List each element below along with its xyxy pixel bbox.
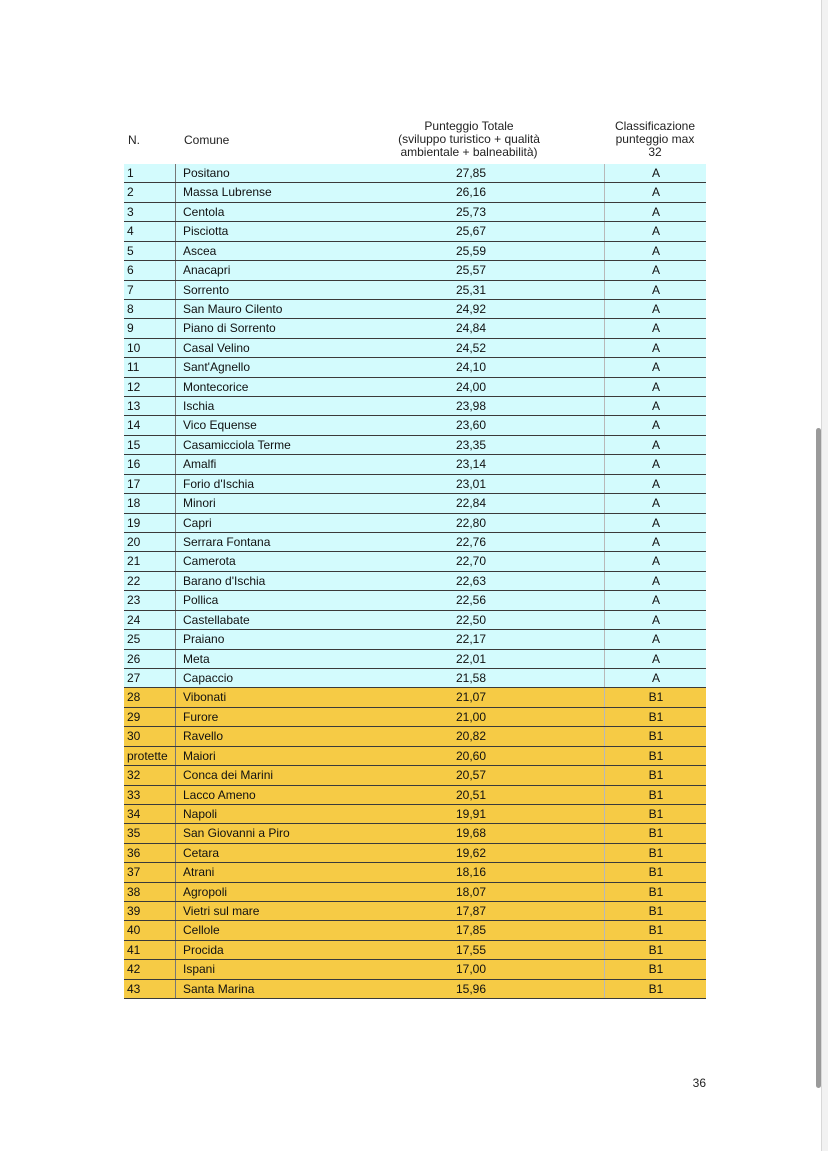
row-comune: Centola [183, 204, 225, 219]
row-classificazione: A [604, 397, 707, 415]
row-punteggio: 21,00 [455, 709, 487, 724]
header-classificazione-line2: punteggio max [615, 132, 695, 146]
table-row [124, 960, 706, 979]
scrollbar-thumb[interactable] [816, 428, 821, 1088]
table-row [124, 572, 706, 591]
row-number: 15 [124, 436, 176, 454]
row-classificazione: A [604, 164, 707, 182]
table-row [124, 378, 706, 397]
table-row [124, 455, 706, 474]
row-comune: Massa Lubrense [183, 185, 272, 200]
row-punteggio: 26,16 [455, 185, 487, 200]
row-punteggio: 24,00 [455, 379, 487, 394]
row-comune: San Giovanni a Piro [183, 826, 290, 841]
table-row [124, 261, 706, 280]
row-punteggio: 24,10 [455, 360, 487, 375]
row-punteggio: 23,98 [455, 399, 487, 414]
row-comune: Ascea [183, 243, 217, 258]
row-punteggio: 17,87 [455, 904, 487, 919]
row-number: 41 [124, 941, 176, 959]
row-punteggio: 17,85 [455, 923, 487, 938]
row-number: 24 [124, 611, 176, 629]
table-row [124, 183, 706, 202]
table-row [124, 281, 706, 300]
row-punteggio: 25,31 [455, 282, 487, 297]
row-classificazione: A [604, 611, 707, 629]
row-comune: Montecorice [183, 379, 249, 394]
row-classificazione: A [604, 475, 707, 493]
row-comune: Barano d'Ischia [183, 573, 266, 588]
row-punteggio: 17,00 [455, 962, 487, 977]
row-number: 3 [124, 203, 176, 221]
row-number: 42 [124, 960, 176, 978]
row-number: 34 [124, 805, 176, 823]
row-punteggio: 19,91 [455, 806, 487, 821]
header-punteggio-line3: ambientale + balneabilità) [400, 145, 538, 159]
row-punteggio: 24,84 [455, 321, 487, 336]
table-row [124, 203, 706, 222]
table-row [124, 786, 706, 805]
row-punteggio: 22,56 [455, 593, 487, 608]
table-row [124, 242, 706, 261]
row-number: 43 [124, 980, 176, 998]
table-row [124, 319, 706, 338]
row-number: 23 [124, 591, 176, 609]
row-classificazione: B1 [604, 941, 707, 959]
row-number: 19 [124, 514, 176, 532]
row-number: 37 [124, 863, 176, 881]
table-body [124, 164, 706, 999]
row-punteggio: 22,01 [455, 651, 487, 666]
row-punteggio: 24,52 [455, 340, 487, 355]
row-punteggio: 25,67 [455, 224, 487, 239]
row-comune: Castellabate [183, 612, 250, 627]
row-classificazione: B1 [604, 921, 707, 939]
row-punteggio: 20,51 [455, 787, 487, 802]
table-row [124, 611, 706, 630]
row-comune: Camerota [183, 554, 236, 569]
row-comune: Meta [183, 651, 210, 666]
row-punteggio: 19,62 [455, 845, 487, 860]
header-punteggio-line2: (sviluppo turistico + qualità [398, 132, 540, 146]
row-number: 14 [124, 416, 176, 434]
row-punteggio: 23,14 [455, 457, 487, 472]
row-classificazione: A [604, 494, 707, 512]
row-punteggio: 22,70 [455, 554, 487, 569]
row-comune: Lacco Ameno [183, 787, 256, 802]
row-comune: Casal Velino [183, 340, 250, 355]
page-number: 36 [692, 1076, 706, 1090]
row-classificazione: B1 [604, 863, 707, 881]
row-classificazione: A [604, 203, 707, 221]
table-header [124, 118, 706, 165]
row-number: 12 [124, 378, 176, 396]
row-comune: Pisciotta [183, 224, 229, 239]
row-comune: Ravello [183, 729, 224, 744]
row-punteggio: 22,76 [455, 535, 487, 550]
row-comune: Anacapri [183, 263, 231, 278]
row-classificazione: B1 [604, 902, 707, 920]
table-row [124, 475, 706, 494]
row-classificazione: A [604, 319, 707, 337]
row-classificazione: A [604, 339, 707, 357]
row-punteggio: 19,68 [455, 826, 487, 841]
row-number: 22 [124, 572, 176, 590]
row-classificazione: A [604, 572, 707, 590]
row-punteggio: 25,73 [455, 204, 487, 219]
row-number: 10 [124, 339, 176, 357]
table-row [124, 921, 706, 940]
header-comune: Comune [184, 133, 230, 147]
row-comune: Minori [183, 496, 216, 511]
row-comune: Cellole [183, 923, 220, 938]
table-row [124, 416, 706, 435]
row-comune: Piano di Sorrento [183, 321, 276, 336]
header-punteggio [374, 120, 564, 159]
row-punteggio: 17,55 [455, 942, 487, 957]
row-comune: Serrara Fontana [183, 535, 271, 550]
row-classificazione: B1 [604, 844, 707, 862]
row-number: 5 [124, 242, 176, 260]
row-punteggio: 27,85 [455, 166, 487, 180]
table-row [124, 514, 706, 533]
table-row [124, 494, 706, 513]
row-number: 8 [124, 300, 176, 318]
row-comune: Sant'Agnello [183, 360, 251, 375]
table-row [124, 805, 706, 824]
row-classificazione: B1 [604, 824, 707, 842]
row-classificazione: A [604, 436, 707, 454]
row-comune: Procida [183, 942, 224, 957]
table-row [124, 630, 706, 649]
table-row [124, 533, 706, 552]
row-number: 32 [124, 766, 176, 784]
row-classificazione: A [604, 183, 707, 201]
row-classificazione: B1 [604, 980, 707, 998]
table-row [124, 747, 706, 766]
table-row [124, 650, 706, 669]
row-comune: Amalfi [183, 457, 217, 472]
row-number: 4 [124, 222, 176, 240]
row-number: 16 [124, 455, 176, 473]
row-comune: Vietri sul mare [183, 904, 260, 919]
row-classificazione: B1 [604, 883, 707, 901]
row-classificazione: A [604, 591, 707, 609]
header-classificazione [604, 120, 706, 159]
row-number: 28 [124, 688, 176, 706]
row-comune: Sorrento [183, 282, 230, 297]
row-number: 35 [124, 824, 176, 842]
row-comune: Cetara [183, 845, 220, 860]
row-classificazione: B1 [604, 960, 707, 978]
table-row [124, 688, 706, 707]
row-comune: Vico Equense [183, 418, 257, 433]
row-classificazione: A [604, 378, 707, 396]
header-classificazione-line1: Classificazione [614, 119, 696, 133]
header-n: N. [128, 133, 140, 147]
row-punteggio: 23,35 [455, 437, 487, 452]
table-row [124, 591, 706, 610]
row-comune: Furore [183, 709, 219, 724]
row-classificazione: A [604, 630, 707, 648]
row-number: 6 [124, 261, 176, 279]
row-comune: Casamicciola Terme [183, 437, 291, 452]
row-number: 2 [124, 183, 176, 201]
row-comune: Pollica [183, 593, 219, 608]
row-classificazione: A [604, 514, 707, 532]
row-classificazione: A [604, 281, 707, 299]
row-comune: Agropoli [183, 884, 228, 899]
row-comune: Forio d'Ischia [183, 476, 254, 491]
row-punteggio: 22,80 [455, 515, 487, 530]
row-number: 33 [124, 786, 176, 804]
row-punteggio: 21,58 [455, 670, 487, 685]
row-classificazione: A [604, 358, 707, 376]
row-classificazione: A [604, 552, 707, 570]
row-comune: Ispani [183, 962, 216, 977]
row-punteggio: 22,50 [455, 612, 487, 627]
row-number: 17 [124, 475, 176, 493]
row-classificazione: B1 [604, 708, 707, 726]
row-number: 26 [124, 650, 176, 668]
table-row [124, 397, 706, 416]
row-punteggio: 20,60 [455, 748, 487, 763]
row-classificazione: B1 [604, 805, 707, 823]
row-classificazione: B1 [604, 786, 707, 804]
row-punteggio: 25,57 [455, 263, 487, 278]
row-punteggio: 22,63 [455, 573, 487, 588]
row-comune: Conca dei Marini [183, 768, 274, 783]
row-number: protette [124, 747, 176, 765]
header-classificazione-line3: 32 [648, 145, 662, 159]
row-comune: Capaccio [183, 670, 234, 685]
row-number: 20 [124, 533, 176, 551]
table-row [124, 552, 706, 571]
row-comune: San Mauro Cilento [183, 301, 283, 316]
table-row [124, 902, 706, 921]
row-classificazione: B1 [604, 747, 707, 765]
row-comune: Atrani [183, 865, 215, 880]
row-number: 29 [124, 708, 176, 726]
row-punteggio: 20,57 [455, 768, 487, 783]
row-classificazione: A [604, 261, 707, 279]
row-classificazione: A [604, 650, 707, 668]
row-classificazione: A [604, 455, 707, 473]
header-punteggio-line1: Punteggio Totale [424, 119, 514, 133]
table-row [124, 358, 706, 377]
row-number: 11 [124, 358, 176, 376]
row-comune: Maiori [183, 748, 216, 763]
row-classificazione: A [604, 533, 707, 551]
table-row [124, 883, 706, 902]
table-row [124, 980, 706, 999]
row-punteggio: 18,16 [455, 865, 487, 880]
row-comune: Capri [183, 515, 212, 530]
row-comune: Positano [183, 166, 230, 180]
row-classificazione: B1 [604, 766, 707, 784]
row-classificazione: A [604, 669, 707, 687]
row-number: 38 [124, 883, 176, 901]
row-classificazione: B1 [604, 688, 707, 706]
row-punteggio: 22,17 [455, 632, 487, 647]
row-number: 36 [124, 844, 176, 862]
row-number: 7 [124, 281, 176, 299]
row-comune: Vibonati [183, 690, 227, 705]
table-row [124, 164, 706, 183]
row-number: 1 [124, 164, 176, 182]
row-number: 9 [124, 319, 176, 337]
row-number: 40 [124, 921, 176, 939]
table-row [124, 941, 706, 960]
row-classificazione: A [604, 222, 707, 240]
row-classificazione: A [604, 300, 707, 318]
row-classificazione: A [604, 242, 707, 260]
row-comune: Ischia [183, 399, 215, 414]
row-number: 13 [124, 397, 176, 415]
row-number: 27 [124, 669, 176, 687]
row-punteggio: 23,01 [455, 476, 487, 491]
row-number: 21 [124, 552, 176, 570]
row-number: 25 [124, 630, 176, 648]
row-comune: Praiano [183, 632, 225, 647]
table-row [124, 844, 706, 863]
table-row [124, 708, 706, 727]
table-row [124, 339, 706, 358]
row-punteggio: 18,07 [455, 884, 487, 899]
row-punteggio: 22,84 [455, 496, 487, 511]
table-row [124, 222, 706, 241]
table-row [124, 727, 706, 746]
row-punteggio: 24,92 [455, 301, 487, 316]
row-comune: Santa Marina [183, 981, 255, 996]
row-classificazione: A [604, 416, 707, 434]
row-number: 30 [124, 727, 176, 745]
row-comune: Napoli [183, 806, 218, 821]
table-row [124, 436, 706, 455]
row-punteggio: 20,82 [455, 729, 487, 744]
row-punteggio: 25,59 [455, 243, 487, 258]
row-punteggio: 21,07 [455, 690, 487, 705]
row-number: 18 [124, 494, 176, 512]
row-punteggio: 15,96 [455, 981, 487, 996]
table-row [124, 669, 706, 688]
row-punteggio: 23,60 [455, 418, 487, 433]
row-classificazione: B1 [604, 727, 707, 745]
table-row [124, 766, 706, 785]
table-row [124, 824, 706, 843]
table-row [124, 300, 706, 319]
row-number: 39 [124, 902, 176, 920]
table-row [124, 863, 706, 882]
